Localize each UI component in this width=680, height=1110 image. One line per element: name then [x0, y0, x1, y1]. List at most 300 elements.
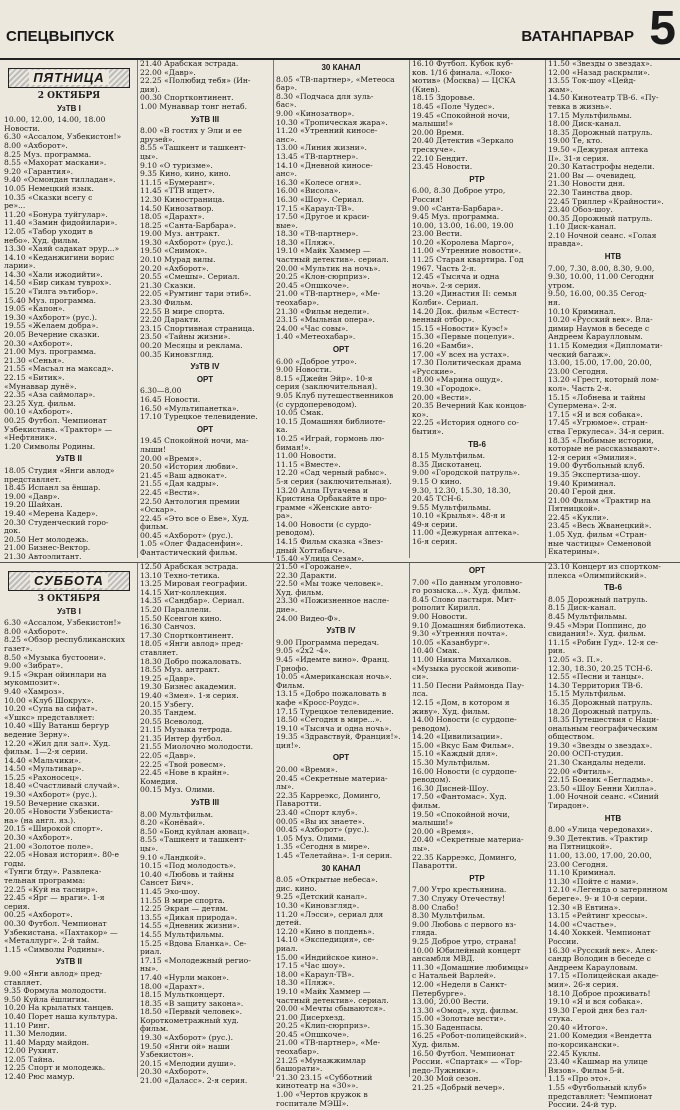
program-line: 8.05 «Открытые небеса».	[276, 875, 378, 885]
program-line: Узбекистана. «Пахтакор» —	[4, 927, 118, 937]
program-line: 23.30 Фильм.	[140, 298, 193, 308]
program-line: 23.40 Обоз-шоу.	[548, 205, 613, 215]
program-line: Паваротти.	[276, 799, 322, 809]
program-line: 21.30 Автоэлитант.	[4, 551, 82, 561]
program-line: 21.00 Вы — очевидец.	[548, 170, 637, 180]
column-divider	[137, 60, 138, 558]
program-line: ны».	[140, 964, 159, 974]
program-line: 14.50 Кинотеатр ТВ-6. «Пу-	[548, 93, 659, 103]
program-line: 23.00 Сегодня.	[548, 366, 608, 376]
program-line: 1.55 «Футбольный клуб»	[548, 1083, 647, 1093]
program-line: 21.30 Скандалы недели.	[548, 758, 646, 768]
program-line: 17.15 «Молодежный регио-	[140, 955, 251, 965]
program-line: 21.00 «ТВ-партнер», «Ме-	[276, 289, 381, 299]
program-line: 15.20 «Тилга эътибор».	[4, 287, 99, 297]
program-line: 16.20 «Бамби».	[412, 341, 474, 350]
program-line: теохабар».	[276, 1047, 320, 1057]
program-line: 20.40 Детектив «Зеркало	[412, 136, 514, 146]
program-line: 11.25 Старая квартира. Год	[412, 255, 524, 265]
program-line: 00.15 Муз. Олими.	[140, 785, 215, 795]
program-line: II». 31-я серия.	[548, 153, 609, 163]
program-line: «Нефтяник».	[4, 433, 57, 443]
program-line: Новости.	[4, 123, 40, 133]
program-line: теохабар».	[276, 298, 320, 308]
program-line: 8.45 Мультфильмы.	[548, 611, 628, 621]
program-line: 15.30 «Первые поцелуи».	[412, 332, 515, 342]
program-line: 10.00, 12.00, 14.00, 18.00	[4, 115, 106, 125]
program-line: 23.15 «Мыльная опера».	[276, 315, 375, 325]
program-line: 24.00 «Час совы».	[276, 323, 349, 333]
program-line: 21.30 Сказки.	[140, 280, 196, 290]
program-line: 8.45 Слово пастыря. Мит-	[412, 594, 516, 604]
program-line: 21.00 «Даласс». 2-я серия.	[140, 1076, 248, 1086]
column-divider	[409, 563, 410, 1077]
program-line: лыши!	[140, 444, 167, 454]
program-line: 1.00 «Чертов кружок в	[276, 1090, 368, 1100]
schedule-lines	[276, 64, 406, 564]
program-line: 5-я серия (заключительная).	[276, 476, 392, 486]
channel-heading: ТВ-6	[468, 439, 486, 449]
program-line: 00.35 Дорожный патруль.	[548, 213, 653, 223]
program-line: годы.	[4, 858, 26, 868]
program-line: 20.30 «Ахборот».	[4, 833, 73, 843]
program-line: 17.10 Турецкое телевидение.	[140, 412, 258, 422]
program-line: 15.15 «Новости» Куэс!»	[412, 323, 508, 333]
program-line: 9.00 «Городской патруль».	[412, 468, 520, 478]
program-line: 13.00, 15.00, 17.00, 20.00,	[548, 358, 652, 368]
program-line: 24.00 Видео-Ф».	[276, 613, 341, 623]
program-line: 22.50 «Мы тоже человек».	[276, 579, 384, 589]
channel-heading: РТР	[469, 174, 485, 184]
program-line: 19.30 Герой дня без гал-	[548, 1005, 648, 1015]
program-line: 15.15 Мультфильм.	[548, 689, 626, 699]
program-line: 9.45 Муз. программа.	[412, 212, 500, 222]
page-number: 5	[649, 2, 676, 55]
program-line: 10.15 Домашняя библиоте-	[276, 416, 386, 426]
program-line: 22.25 «Полюбид тебя» (Ин-	[140, 76, 251, 86]
program-line: 11.15 Комедия «Дипломати-	[548, 341, 663, 350]
program-line: 10.30 «Киновзгляд».	[276, 900, 360, 910]
program-line: 11.40 Марду майдон.	[4, 1037, 90, 1047]
program-line: грамме «Женские авто-	[276, 502, 372, 512]
program-line: 15.00 «Вкус Бам Фильм».	[412, 740, 514, 750]
program-line: 22.45 Куклы.	[548, 1048, 601, 1058]
program-line: 17.30 Политическая драма	[412, 358, 522, 368]
program-line: 19.30 «Ахборот» (рус.).	[4, 312, 98, 322]
program-line: 18.20 Дорожный патруль.	[548, 706, 653, 716]
program-line: 21.55 «Дая кадры».	[140, 479, 219, 489]
program-line: 9.05 «2x2 -4».	[276, 646, 331, 656]
program-line: дный Хоттабыч».	[276, 545, 345, 555]
program-line: 21.40 Арабская эстрада.	[140, 59, 239, 68]
program-line: 2.10 Ночной сеанс. «Голая	[548, 230, 657, 240]
program-line: 9.00 Любовь с первого вз-	[412, 919, 517, 929]
program-line: 12.05 Тайна.	[4, 1054, 55, 1064]
program-line: 21.30 Новости дня.	[548, 179, 626, 189]
program-line: 19.50 «Дежурная аптека	[548, 144, 649, 154]
program-line: живу». Худ. фильм.	[412, 706, 490, 716]
program-line: ков. 1/16 финала. «Локо-	[412, 67, 513, 77]
program-line: 15.20 Параллели.	[140, 604, 212, 614]
program-line: мотив» (Москва) — ЦСКА	[412, 76, 516, 86]
program-line: 9.50, 16.00, 00.35 Сегод-	[548, 289, 647, 299]
program-line: 10.35 «Сказки всегу с	[4, 192, 93, 202]
schedule-lines	[4, 105, 134, 562]
program-line: на» (на англ. яз.).	[4, 815, 76, 825]
program-line: России. «Спартак» — «Тор-	[412, 1057, 523, 1067]
program-line: Узбекистана. «Трактор» —	[4, 424, 113, 434]
program-line: 13.25 Мировая географии.	[140, 579, 248, 589]
program-line: 20.50 «История любви».	[140, 462, 238, 472]
program-line: ставляет.	[4, 977, 42, 987]
program-line: 18.15 Мультконцерт.	[140, 990, 225, 1000]
program-line: частный детектив». сериал.	[276, 995, 389, 1005]
program-line: венный отбор».	[412, 315, 475, 325]
program-line: ночь». 2-я серия.	[412, 280, 481, 290]
program-line: 23.50 «Тайны жизни».	[140, 332, 231, 342]
program-line: утром.	[548, 280, 575, 290]
program-line: 1.45 «Телетайна». 1-я серия.	[276, 851, 393, 860]
program-line: 18.55 Муз. антракт.	[140, 665, 220, 675]
program-line: 18.35 Дорожный патруль.	[548, 127, 653, 137]
program-line: 21.25 «Мунажжимлар	[276, 1055, 366, 1065]
channel-heading: ОРТ	[468, 566, 486, 575]
program-line: 20.30 «Ахборот».	[4, 338, 73, 348]
program-line: 19.35 «Здравствуй, Франция!».	[276, 732, 401, 742]
program-line: 20.00 ОСП-студия.	[548, 749, 624, 759]
program-line: 12.50 Арабская эстрада.	[140, 562, 239, 571]
program-line: ные частицы» Семеновой	[548, 538, 652, 548]
program-line: 12.20 «Жил для зал». Худ.	[4, 738, 111, 748]
program-line: Сансет Бич».	[140, 878, 194, 888]
program-line: 13.10 Техно-тетика.	[140, 570, 220, 580]
program-line: 19.10 «Я и вся собака».	[548, 997, 643, 1007]
program-line: 10.15 «Под молодость».	[140, 861, 236, 871]
program-line: бар».	[276, 83, 298, 93]
program-line: 22.30 Таинства двор.	[548, 187, 633, 197]
schedule-column	[548, 60, 678, 558]
program-line: риал.	[276, 943, 298, 953]
channel-heading: 30 КАНАЛ	[321, 63, 361, 72]
program-line: 13.15 «Добро пожаловать в	[276, 689, 387, 699]
program-line: 16.30 «Колесе огня».	[276, 177, 362, 187]
program-line: свидания!». Худ. фильм.	[548, 629, 646, 639]
program-line: 11.20 «Бонура туйгулар».	[4, 209, 108, 219]
program-line: 16.30 Дисней-Шоу.	[412, 783, 489, 793]
program-line: 22.45 Триллер «Крайности».	[548, 196, 664, 206]
program-line: 15.10 «Каждый для».	[412, 749, 498, 759]
schedule-lines	[412, 567, 542, 1093]
program-line: 17.50 «Фантомас». Худ.	[412, 792, 507, 802]
schedule-column	[4, 563, 134, 1082]
program-line: кол». Часть 2-я.	[548, 383, 612, 393]
channel-heading: УзТВ IV	[326, 626, 356, 636]
section-label: СПЕЦВЫПУСК	[6, 28, 115, 45]
program-line: педо-Лужники».	[412, 1065, 479, 1075]
program-line: 17.30 Спортконтинент.	[140, 630, 234, 640]
program-line: 10.00, 13.00, 16.00, 19.00	[412, 220, 514, 230]
program-line: жам».	[548, 84, 573, 94]
program-line: 9.00 «Зибрат».	[4, 661, 63, 671]
day-date: 3 ОКТЯБРЯ	[37, 594, 101, 604]
program-line: 20.15 «Мелодии души».	[140, 1058, 237, 1068]
program-line: 20.55 Всеволод.	[140, 716, 204, 726]
program-line: 19.30 «Звезды о звездах».	[548, 740, 653, 750]
program-line: которые не рассказывают».	[548, 444, 660, 454]
program-line: 20.35 Вечерний Как концов-	[412, 401, 527, 411]
program-line: димир Наумов в беседе с	[548, 323, 650, 333]
program-line: 13.30 «Омод», худ. фильм.	[412, 1005, 519, 1015]
program-line: 10.05 Смак.	[276, 408, 324, 418]
program-line: 00.20 Месяцы и реклама.	[140, 341, 243, 350]
program-line: Худ. фильм.	[276, 587, 324, 597]
program-line: 22.35 Карреэкс, Домингo,	[276, 790, 381, 800]
channel-heading: НТВ	[604, 813, 622, 823]
program-line: 8.20 «Конёвай».	[140, 818, 205, 828]
program-line: 22.25 «История одного со-	[412, 418, 519, 428]
program-line: 20.00 «Время».	[412, 826, 474, 836]
program-line: 9.45 «Идемте вино». Франц.	[276, 654, 390, 664]
program-line: 19.30 «Ахборот» (рус.).	[140, 237, 234, 247]
program-line: 22.05 «Новая история». 80-е	[4, 850, 119, 860]
program-line: лса.	[412, 689, 429, 699]
program-line: тевка в жизнь».	[548, 101, 612, 111]
program-line: 20.30 Катастрофы недели.	[548, 162, 655, 172]
channel-heading: НТВ	[604, 252, 622, 262]
program-line: ства Геркулеса». 34-я серия.	[548, 426, 665, 436]
program-line: 12.55 «Песни и танцы».	[548, 672, 644, 682]
program-line: 20.30 Мой сезон.	[412, 1074, 481, 1084]
program-line: 19.50 «Янги ой» наши	[140, 1041, 230, 1051]
program-line: 23.30 «Пожизненное насле-	[276, 596, 390, 606]
program-line: 10.25 «Играй, гормонь лю-	[276, 433, 385, 443]
program-line: 15.40 «Улица Сезам».	[276, 554, 364, 564]
program-line: 21.00 Дисерхезд.	[276, 1012, 346, 1022]
program-line: 9.20 «Гарантия».	[4, 166, 74, 176]
program-line: 13.20 «Династия II: семья	[412, 289, 517, 299]
program-line: 16-я серия.	[412, 537, 458, 547]
program-line: 11.00 Никита Михалков.	[412, 654, 512, 664]
program-line: Екатерины».	[548, 547, 600, 557]
program-line: 21.30 «Фильм недели».	[276, 306, 370, 316]
program-line: 19.40 Криминал.	[548, 478, 616, 488]
program-line: 9.40 «Хамроз».	[4, 686, 65, 696]
program-line: 23.00 Вести.	[412, 229, 463, 239]
program-line: 20.15 «Широкой спорт».	[4, 824, 103, 834]
program-line: 22.00 «Давр».	[140, 67, 196, 77]
program-line: 11.00 Новости.	[276, 451, 337, 461]
schedule-column	[4, 60, 134, 561]
program-line: серия (заключительная).	[276, 382, 378, 392]
channel-heading: УзТВ III	[190, 798, 220, 808]
program-line: Пятницкой».	[548, 504, 601, 514]
program-line: небо». Худ. фильм.	[4, 235, 80, 245]
program-line: 20.00 Время.	[412, 127, 465, 137]
program-line: ция!».	[276, 740, 301, 750]
program-line: 20.00 «Время».	[140, 453, 202, 463]
program-line: 19.30 «Ахборот» (рус.).	[4, 790, 98, 800]
program-line: друзей».	[140, 134, 175, 144]
program-line: 14.35 «Сандбар». Сериал.	[140, 596, 245, 606]
program-line: бимая!».	[276, 442, 311, 452]
program-line: 14.20 «Цивилизации».	[412, 732, 503, 742]
program-line: 18.40 «Счастливый случай».	[4, 781, 120, 791]
program-line: 23.45 «Весь Жванецкий».	[548, 521, 652, 531]
program-line: 20.40 «Итого».	[548, 1022, 608, 1032]
program-line: 11.50 «Звезды о звездах».	[548, 59, 653, 68]
program-line: 18.30 «Пляж».	[276, 978, 336, 988]
program-line: 16.25 «Робот-полицейский».	[412, 1031, 527, 1041]
program-line: 7.00, 7.30, 8.00, 8.30, 9.00,	[548, 263, 655, 273]
channel-heading: УзТВ IV	[190, 362, 220, 372]
schedule-lines	[548, 60, 678, 557]
program-line: Фантастический фильм.	[140, 548, 238, 558]
program-line: док.	[4, 526, 21, 536]
program-line: 8.30 «Подчаса для зуль-	[276, 91, 374, 101]
program-line: 11.15 «Бумеранг».	[140, 177, 215, 187]
program-line: 10.40 Смак.	[412, 646, 460, 656]
program-line: 20.45 «Опшкоче».	[276, 1029, 350, 1039]
column-divider	[545, 563, 546, 1077]
program-line: 17.15 «Караул-ТВ».	[276, 203, 355, 213]
program-line: ставляет.	[140, 647, 178, 657]
program-line: 16.50 «Мультипанетка».	[140, 403, 239, 413]
program-line: Вязов». Фильм 5-й.	[548, 1065, 625, 1075]
program-line: 19.30 «Городок».	[412, 383, 481, 393]
program-line: 19.20 Шайхан.	[4, 500, 63, 510]
program-line: 9.45 «Мэри Поппинс, до	[548, 620, 647, 630]
program-line: 18.35 «В защиту закона».	[140, 998, 244, 1008]
program-line: 13.20 «Грест, который лом-	[548, 375, 659, 385]
program-line: лы».	[412, 844, 430, 853]
program-line: 11.15 «Вместе».	[276, 459, 341, 469]
program-line: 10.20 «Королева Марго»,	[412, 237, 514, 247]
program-line: 15.15 «Лобнева и тайны	[548, 392, 646, 402]
program-line: 13.55 Ток-шоу «Цейд-	[548, 76, 636, 86]
program-line: 18.30 «ТВ-партнер».	[276, 229, 359, 239]
program-line: 10.00 «Клуб Шокрух».	[4, 695, 94, 705]
program-line: 18.10 Доброе проживать!	[548, 988, 651, 998]
program-line: 1.00 Ночной сеанс. «Синий	[548, 792, 659, 802]
program-line: 22.45 «Вести».	[140, 487, 200, 497]
program-line: лы».	[276, 782, 294, 792]
program-line: 23.40 «Кашмар на улице	[548, 1057, 648, 1067]
program-line: 19.35 Экспертиза-шоу.	[548, 469, 641, 479]
program-line: 9.30 Детектив. «Трактир	[548, 833, 648, 843]
program-line: 11.55 В мире спорта.	[140, 895, 225, 905]
channel-heading: УзТВ I	[57, 606, 81, 616]
program-line: 22.05 «Давр».	[140, 751, 196, 761]
program-line: 16.00 «Висола».	[276, 186, 341, 196]
program-line: 1.40 «Метеохабар».	[276, 332, 356, 342]
program-line: 12.00 «Назад раскрыли».	[548, 67, 650, 77]
program-line: «Музыка русской живопи-	[412, 663, 519, 673]
program-line: 20.30 «Ахборот».	[140, 1067, 209, 1077]
program-line: тельная программа:	[4, 876, 86, 885]
program-line: 22.15 Боевик «Бегладмь».	[548, 775, 654, 785]
schedule-lines	[140, 60, 270, 558]
program-line: 8.25 Муз. программа.	[4, 149, 92, 159]
program-line: 00.25 «Ахборот».	[4, 910, 73, 920]
program-line: Паваротти.	[412, 861, 458, 871]
program-line: 14.30 «Хали ижодийти».	[4, 269, 103, 279]
program-line: 19.40 «Змея». 1-я серия.	[140, 690, 239, 700]
program-line: Россия!	[412, 194, 444, 204]
program-line: ческий багаж».	[548, 349, 611, 359]
program-line: 16.30 «Шоу». Сериал.	[276, 194, 364, 204]
program-line: 13.15 «Рейтинг хрессы».	[548, 911, 648, 921]
program-line: 12.15 «Дом, в котором я	[412, 697, 510, 707]
program-line: гляда.	[412, 928, 438, 938]
program-line: 16.45 Новости.	[140, 394, 201, 404]
schedule-lines	[140, 563, 270, 1086]
program-line: 19.00 Те, кто.	[548, 136, 603, 146]
program-line: 20.05 «Новости Узбекиста-	[4, 807, 113, 817]
program-line: 18.05 «Янги авлод» пред-	[140, 639, 244, 649]
program-line: 11.30 «Домашние любимцы»	[412, 962, 529, 972]
program-line: Узбекистон».	[140, 1050, 194, 1060]
program-line: 21.00 «Золотое поле».	[4, 841, 94, 851]
program-line: 22.45 «Это все о Еве», Худ.	[140, 513, 249, 523]
program-line: 22.00 «Фитиль».	[548, 766, 614, 776]
program-line: 00.10 «Ахборот».	[4, 407, 73, 417]
program-line: 21.25 «Добрый вечер».	[412, 1083, 505, 1093]
program-line: 19.40 «Мерена Кадер».	[4, 508, 98, 518]
program-line: 11.50 Песни Раймонда Пау-	[412, 680, 525, 690]
program-line: «Оскар».	[140, 505, 177, 515]
program-line: 20.00 «Вести».	[412, 392, 472, 402]
program-line: 9.15 О кино.	[412, 476, 462, 486]
program-line: трескуче».	[412, 144, 456, 154]
program-line: 20.30 Студенческий горо-	[4, 517, 109, 527]
program-line: 20.40 Герой дня.	[548, 487, 616, 497]
program-line: 9.30, 12.30, 15.30, 18.30,	[412, 485, 512, 495]
program-line: плекса «Олимпийский».	[548, 570, 647, 580]
program-line: 21.15 Музыка тетрода.	[140, 725, 233, 735]
program-line: фильм.	[140, 1024, 169, 1034]
program-line: 23.15 Спортивная страница.	[140, 323, 255, 333]
program-line: Андреем Карауловым.	[548, 962, 638, 972]
program-line: 20.45 «Секретные материа-	[276, 773, 388, 783]
program-line: го розыска...». Худ. фильм.	[412, 586, 521, 596]
program-line: 15.50 Ксенгон кино.	[140, 613, 222, 623]
day-name: ПЯТНИЦА	[29, 70, 108, 85]
program-line: 18.05 Студия «Янги авлод»	[4, 465, 115, 475]
program-line: 8.50 «Бонд куйлан аювац».	[140, 826, 250, 836]
program-line: 21.55 Миолочно молодости.	[140, 742, 254, 752]
program-line: детей.	[276, 918, 302, 928]
program-line: 18.50 «Первый человек».	[140, 1007, 243, 1017]
program-line: Супермена». 2-я.	[548, 401, 617, 411]
program-line: 13.55 «Дикая природа».	[140, 912, 238, 922]
program-line: 20.05 Вечерние сказки.	[4, 330, 100, 340]
program-line: Петербурге».	[412, 988, 467, 998]
program-line: 13.00, 20.00 Вести.	[412, 997, 489, 1007]
program-line: 8.50 «Музыка бустоони».	[4, 652, 106, 662]
program-line: (с сурдопереводом).	[276, 399, 357, 409]
program-line: 19.30 Бизнес академия.	[140, 682, 237, 692]
day-banner	[8, 68, 130, 88]
program-line: ональным географическим	[548, 723, 658, 733]
program-line: 16.00 Новости (с сурдопе-	[412, 766, 517, 776]
program-line: 14.30 Территория ТВ-6.	[548, 680, 643, 690]
program-line: 22.25 «Куй на таснир».	[4, 884, 98, 894]
program-line: 9.00 Новости.	[276, 365, 332, 375]
program-line: 22.45 «Ярг — враги». 1-я	[4, 893, 105, 903]
program-line: ведение Зерну».	[4, 729, 70, 739]
program-line: 1.05 Худ. фильм «Стран-	[548, 530, 647, 540]
program-line: 17.50 «Другое и краси-	[276, 212, 370, 222]
